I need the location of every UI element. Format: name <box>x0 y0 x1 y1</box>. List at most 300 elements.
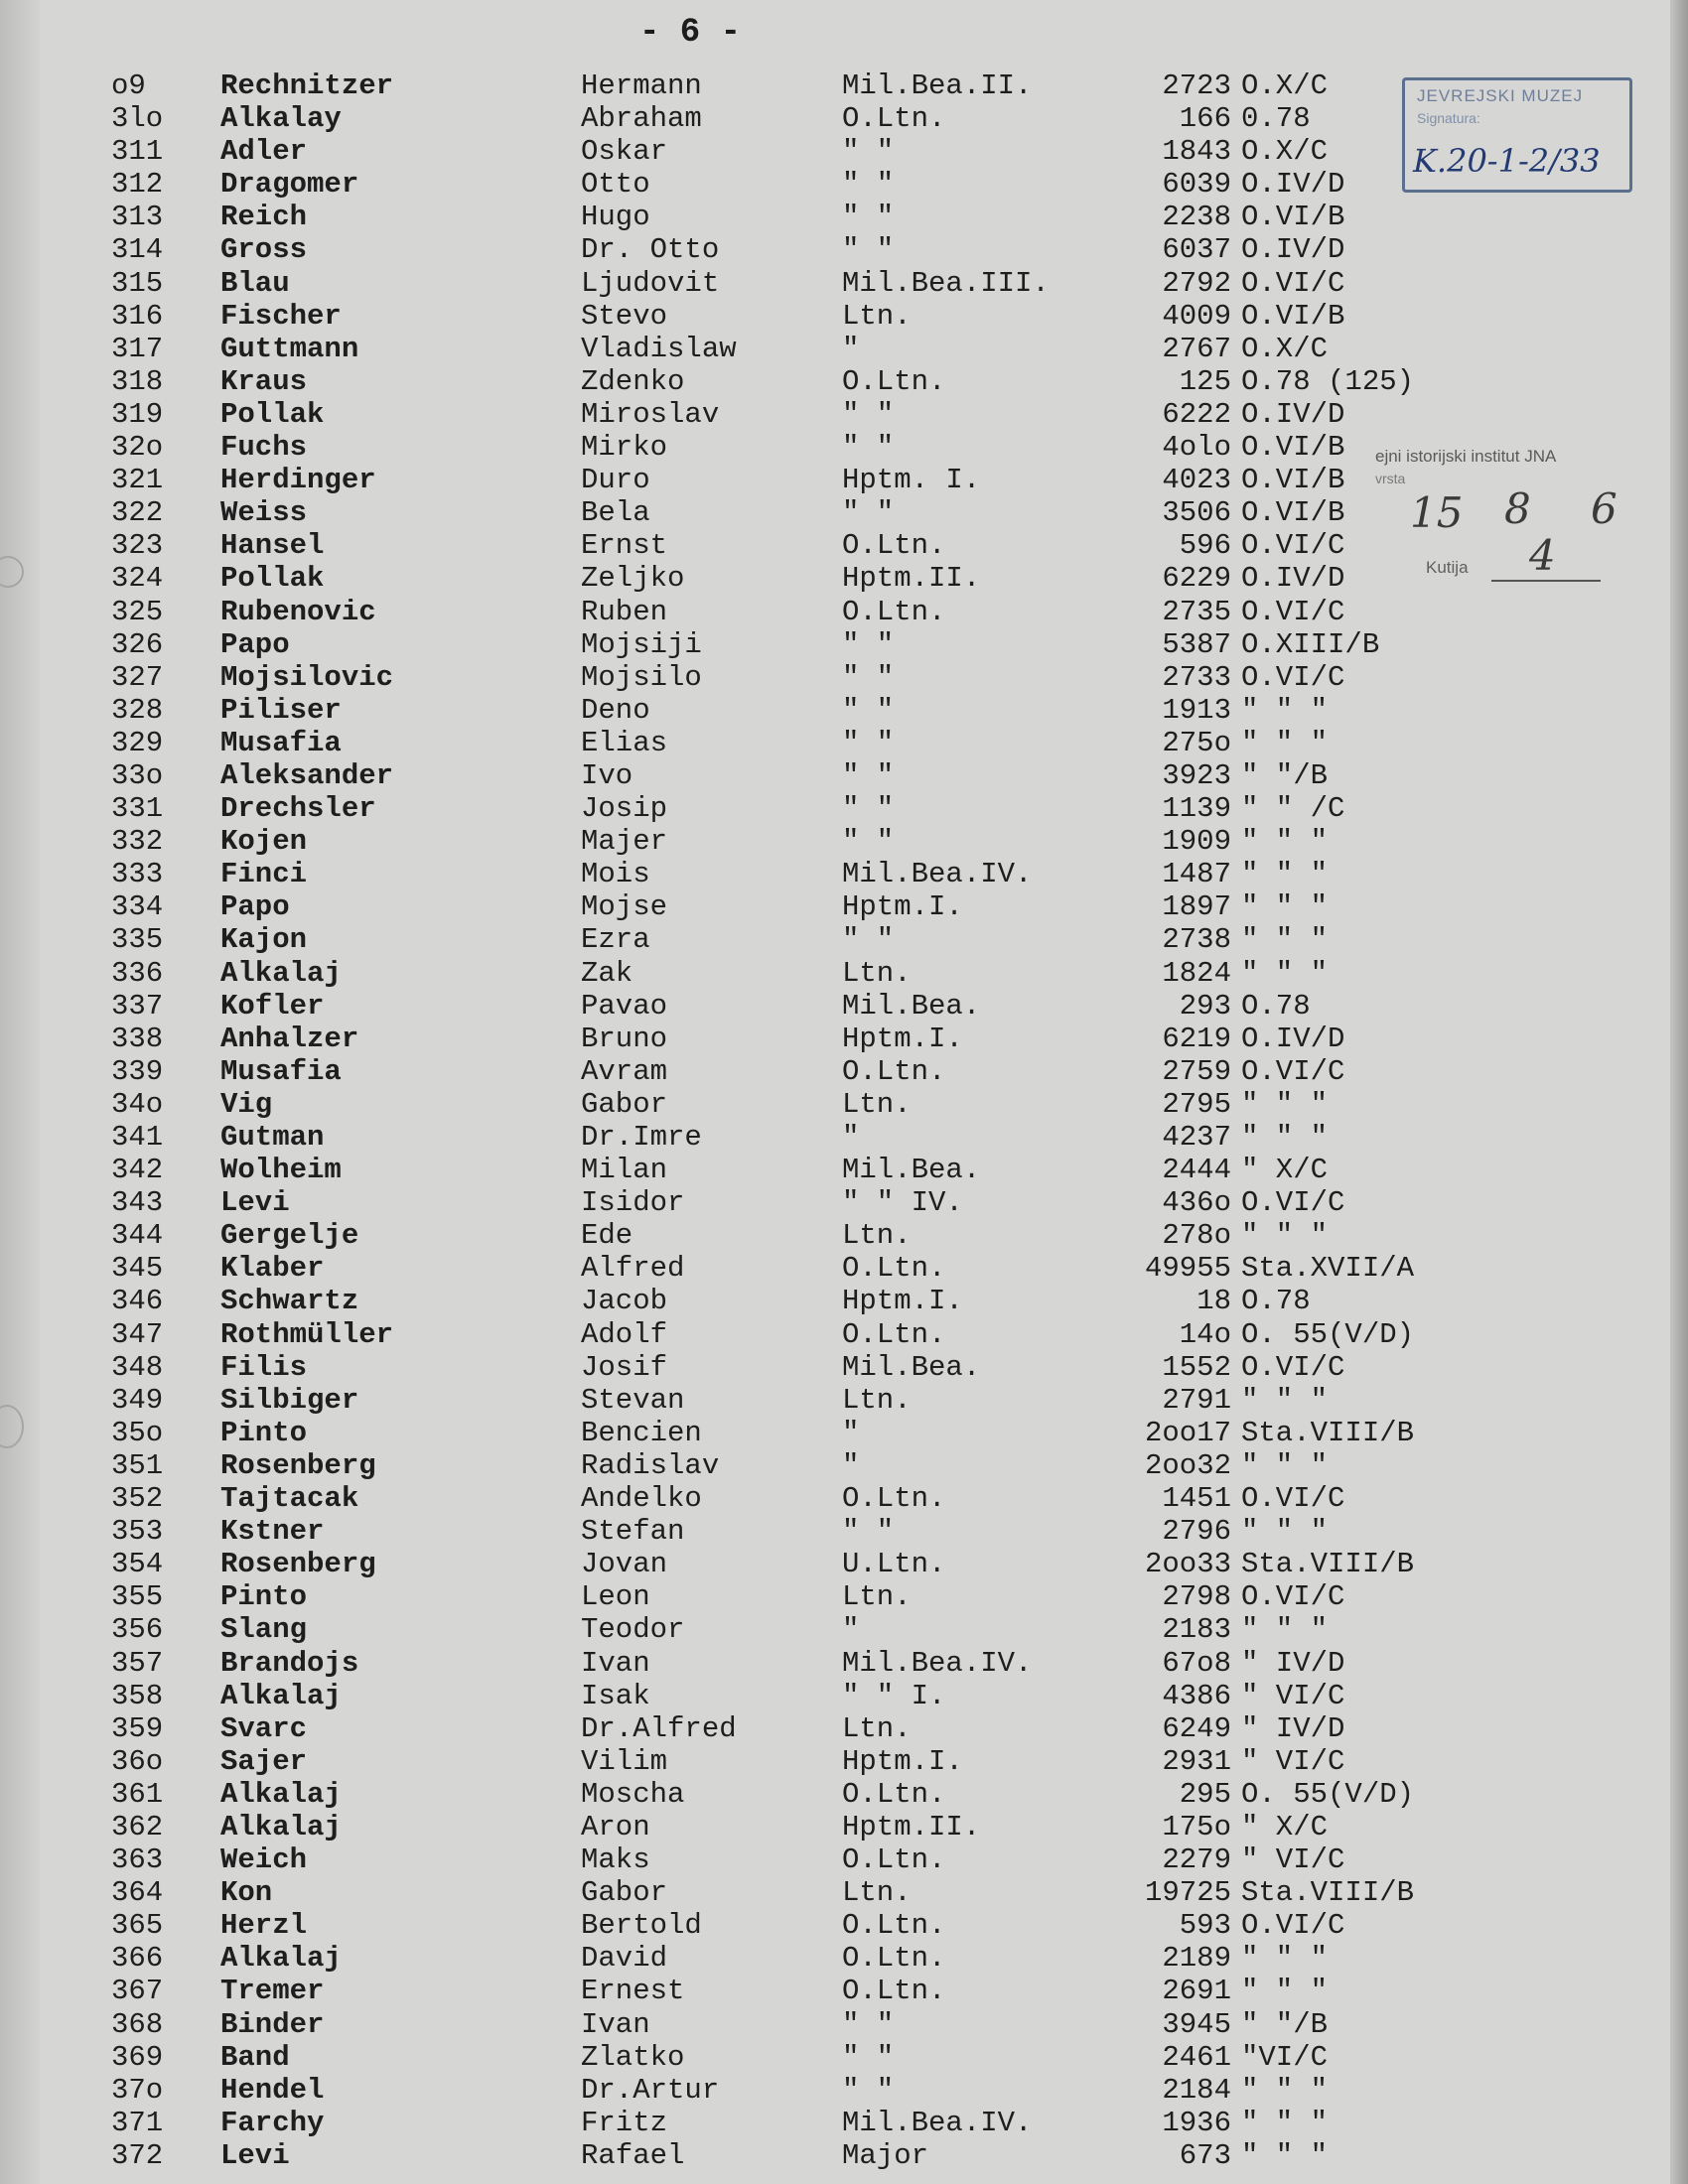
entry-number: 331 <box>111 792 164 826</box>
entry-number: 324 <box>111 562 164 596</box>
list-item <box>0 759 1688 792</box>
entry-unit: " " " <box>1241 1515 1329 1549</box>
entry-id-number: 2759 <box>1162 1054 1231 1088</box>
entry-surname: Mojsilovic <box>220 660 394 694</box>
entry-surname: Musafia <box>220 1054 342 1088</box>
list-item <box>0 1680 1688 1712</box>
list-item <box>0 1613 1688 1646</box>
list-item <box>0 727 1688 759</box>
entry-surname: Gross <box>220 233 308 267</box>
entry-rank: " " I. <box>842 1679 946 1712</box>
entry-first-name: Radislav <box>581 1448 720 1482</box>
entry-rank: " " <box>842 201 895 234</box>
entry-number: 33o <box>111 758 164 792</box>
list-item <box>0 1285 1688 1317</box>
entry-rank: Mil.Bea.IV. <box>842 1646 1033 1680</box>
entry-first-name: Dr.Artur <box>581 2073 720 2107</box>
entry-first-name: Bela <box>581 496 650 530</box>
entry-rank: Hptm.I. <box>842 1022 963 1055</box>
list-item <box>0 102 1688 135</box>
entry-number: 368 <box>111 2007 164 2041</box>
entry-number: 337 <box>111 989 164 1023</box>
entry-id-number: 166 <box>1179 102 1231 136</box>
entry-id-number: 2279 <box>1162 1843 1231 1877</box>
list-item <box>0 694 1688 727</box>
entry-rank: O.Ltn. <box>842 1482 946 1516</box>
list-item <box>0 1417 1688 1449</box>
entry-id-number: 2733 <box>1162 660 1231 694</box>
entry-rank: " " IV. <box>842 1186 963 1220</box>
entry-unit: O.IV/D <box>1241 562 1345 596</box>
list-item <box>0 1482 1688 1515</box>
entry-surname: Pinto <box>220 1580 308 1614</box>
entry-id-number: 1909 <box>1162 825 1231 859</box>
entry-rank: O.Ltn. <box>842 1777 946 1811</box>
handwritten-digit-c: 6 <box>1591 484 1618 533</box>
entry-id-number: 2795 <box>1162 1087 1231 1121</box>
entry-first-name: Mirko <box>581 431 668 465</box>
entry-first-name: Mois <box>581 858 650 891</box>
entry-rank: Mil.Bea.III. <box>842 266 1050 300</box>
entry-surname: Sajer <box>220 1744 308 1778</box>
entry-unit: " " " <box>1241 693 1329 727</box>
entry-first-name: Ivo <box>581 758 633 792</box>
entry-rank: Hptm.I. <box>842 1744 963 1778</box>
entry-rank: O.Ltn. <box>842 529 946 563</box>
entry-number: 372 <box>111 2138 164 2172</box>
list-item <box>0 333 1688 365</box>
institute-kutija-label: Kutija <box>1426 558 1469 577</box>
entry-id-number: 293 <box>1179 989 1231 1023</box>
entry-number: 329 <box>111 726 164 759</box>
entry-number: 349 <box>111 1383 164 1417</box>
entry-rank: Hptm.I. <box>842 1285 963 1318</box>
entry-rank: O.Ltn. <box>842 1054 946 1088</box>
entry-id-number: 6222 <box>1162 397 1231 431</box>
entry-unit: O. 55(V/D) <box>1241 1777 1415 1811</box>
entry-first-name: Elias <box>581 726 668 759</box>
entry-surname: Levi <box>220 2138 290 2172</box>
entry-surname: Weiss <box>220 496 308 530</box>
entry-first-name: Mojse <box>581 890 668 924</box>
entry-id-number: 2oo32 <box>1144 1448 1231 1482</box>
entry-unit: Sta.VIII/B <box>1241 1416 1415 1449</box>
list-item <box>0 858 1688 890</box>
entry-rank: Hptm. I. <box>842 464 981 497</box>
entry-id-number: 278o <box>1162 1219 1231 1253</box>
entry-surname: Brandojs <box>220 1646 359 1680</box>
list-item <box>0 1351 1688 1384</box>
entry-id-number: 1936 <box>1162 2106 1231 2139</box>
list-item <box>0 1811 1688 1843</box>
entry-unit: O. 55(V/D) <box>1241 1317 1415 1351</box>
entry-rank: Mil.Bea. <box>842 1154 981 1187</box>
list-item <box>0 923 1688 956</box>
list-item <box>0 496 1688 529</box>
list-item <box>0 1580 1688 1613</box>
entry-number: 333 <box>111 858 164 891</box>
entry-surname: Tajtacak <box>220 1482 359 1516</box>
entry-unit: O.VI/C <box>1241 266 1345 300</box>
entry-surname: Wolheim <box>220 1154 342 1187</box>
entry-number: o9 <box>111 69 146 102</box>
list-item <box>0 2107 1688 2139</box>
entry-rank: O.Ltn. <box>842 1252 946 1286</box>
entry-surname: Rosenberg <box>220 1448 376 1482</box>
entry-unit: O.VI/C <box>1241 1054 1345 1088</box>
entry-unit: " " " <box>1241 1383 1329 1417</box>
entry-unit: O.VI/B <box>1241 201 1345 234</box>
entry-rank: O.Ltn. <box>842 1317 946 1351</box>
entry-first-name: Teodor <box>581 1613 685 1647</box>
entry-rank: U.Ltn. <box>842 1548 946 1581</box>
list-item <box>0 1154 1688 1186</box>
entry-first-name: Andelko <box>581 1482 702 1516</box>
entry-first-name: Leon <box>581 1580 650 1614</box>
entry-unit: 0.78 <box>1241 102 1311 136</box>
entry-id-number: 2691 <box>1162 1975 1231 2008</box>
entry-unit: Sta.VIII/B <box>1241 1876 1415 1910</box>
entry-rank: O.Ltn. <box>842 102 946 136</box>
entry-unit: Sta.VIII/B <box>1241 1548 1415 1581</box>
entry-surname: Pinto <box>220 1416 308 1449</box>
entry-rank: " " <box>842 627 895 661</box>
institute-stamp-text: ejni istorijski institut JNA <box>1375 447 1557 466</box>
entry-unit: O.VI/B <box>1241 299 1345 333</box>
entry-id-number: 67o8 <box>1162 1646 1231 1680</box>
entry-id-number: 275o <box>1162 726 1231 759</box>
entry-number: 371 <box>111 2106 164 2139</box>
list-item <box>0 596 1688 628</box>
entry-surname: Tremer <box>220 1975 325 2008</box>
entry-id-number: 6037 <box>1162 233 1231 267</box>
entry-unit: O.VI/B <box>1241 496 1345 530</box>
entry-number: 312 <box>111 168 164 202</box>
entry-first-name: Deno <box>581 693 650 727</box>
entry-unit: " VI/C <box>1241 1744 1345 1778</box>
institute-stamp-vrsta: vrsta <box>1375 471 1406 486</box>
entry-unit: " " " <box>1241 1975 1329 2008</box>
entry-rank: Hptm.I. <box>842 890 963 924</box>
entry-unit: " " " <box>1241 1613 1329 1647</box>
entry-number: 359 <box>111 1711 164 1745</box>
entry-id-number: 4386 <box>1162 1679 1231 1712</box>
entry-surname: Herzl <box>220 1909 308 1943</box>
entry-surname: Anhalzer <box>220 1022 359 1055</box>
entry-first-name: Otto <box>581 168 650 202</box>
entry-unit: O.78 (125) <box>1241 364 1415 398</box>
list-item <box>0 2074 1688 2107</box>
entry-surname: Schwartz <box>220 1285 359 1318</box>
entry-first-name: Mojsiji <box>581 627 702 661</box>
entry-unit: " X/C <box>1241 1154 1329 1187</box>
entry-id-number: 2oo17 <box>1144 1416 1231 1449</box>
entry-first-name: David <box>581 1942 668 1976</box>
entry-number: 332 <box>111 825 164 859</box>
entry-rank: Mil.Bea. <box>842 1350 981 1384</box>
entry-id-number: 2723 <box>1162 69 1231 102</box>
entry-unit: "VI/C <box>1241 2040 1329 2074</box>
list-item <box>0 267 1688 300</box>
entry-first-name: Duro <box>581 464 650 497</box>
entry-surname: Alkalaj <box>220 1810 342 1843</box>
list-item <box>0 1712 1688 1745</box>
list-item <box>0 2008 1688 2041</box>
list-item <box>0 562 1688 595</box>
entry-id-number: 3506 <box>1162 496 1231 530</box>
entry-id-number: 1451 <box>1162 1482 1231 1516</box>
list-item <box>0 628 1688 661</box>
entry-number: 35o <box>111 1416 164 1449</box>
entry-number: 34o <box>111 1087 164 1121</box>
list-item <box>0 1975 1688 2007</box>
entry-unit: O.VI/C <box>1241 660 1345 694</box>
entry-surname: Farchy <box>220 2106 325 2139</box>
entry-unit: " IV/D <box>1241 1646 1345 1680</box>
entry-number: 347 <box>111 1317 164 1351</box>
entry-number: 364 <box>111 1876 164 1910</box>
entry-number: 344 <box>111 1219 164 1253</box>
entry-unit: O.VI/C <box>1241 1482 1345 1516</box>
entry-number: 318 <box>111 364 164 398</box>
entry-number: 334 <box>111 890 164 924</box>
entry-number: 357 <box>111 1646 164 1680</box>
entry-rank: " <box>842 1448 860 1482</box>
entry-unit: O.X/C <box>1241 135 1329 169</box>
entry-unit: O.IV/D <box>1241 1022 1345 1055</box>
entry-surname: Filis <box>220 1350 308 1384</box>
entry-unit: O.IV/D <box>1241 233 1345 267</box>
entry-unit: O.VI/C <box>1241 1909 1345 1943</box>
entry-id-number: 2189 <box>1162 1942 1231 1976</box>
entry-rank: " " <box>842 825 895 859</box>
entry-id-number: 19725 <box>1144 1876 1231 1910</box>
stamp-signature-code: K.20-1-2/33 <box>1413 142 1601 180</box>
entry-rank: " " <box>842 1515 895 1549</box>
entry-id-number: 49955 <box>1144 1252 1231 1286</box>
entry-first-name: Oskar <box>581 135 668 169</box>
list-item <box>0 661 1688 694</box>
entry-rank: Ltn. <box>842 1087 912 1121</box>
entry-first-name: Adolf <box>581 1317 668 1351</box>
entry-surname: Kofler <box>220 989 325 1023</box>
entry-id-number: 4olo <box>1162 431 1231 465</box>
entry-number: 353 <box>111 1515 164 1549</box>
entry-id-number: 2oo33 <box>1144 1548 1231 1581</box>
entry-surname: Alkalaj <box>220 1942 342 1976</box>
entry-first-name: Josif <box>581 1350 668 1384</box>
entry-first-name: Ivan <box>581 1646 650 1680</box>
entry-id-number: 3923 <box>1162 758 1231 792</box>
entry-unit: " " " <box>1241 2073 1329 2107</box>
entry-number: 354 <box>111 1548 164 1581</box>
entry-number: 358 <box>111 1679 164 1712</box>
entry-surname: Kstner <box>220 1515 325 1549</box>
entry-first-name: Dr.Alfred <box>581 1711 737 1745</box>
entry-surname: Pollak <box>220 562 325 596</box>
entry-id-number: 5387 <box>1162 627 1231 661</box>
entry-number: 339 <box>111 1054 164 1088</box>
entry-rank: Ltn. <box>842 299 912 333</box>
personnel-list <box>0 69 1688 2172</box>
entry-unit: " " /C <box>1241 792 1345 826</box>
entry-surname: Alkalaj <box>220 1679 342 1712</box>
entry-number: 32o <box>111 431 164 465</box>
entry-rank: Ltn. <box>842 1876 912 1910</box>
entry-number: 351 <box>111 1448 164 1482</box>
entry-number: 336 <box>111 956 164 990</box>
entry-surname: Papo <box>220 627 290 661</box>
entry-surname: Band <box>220 2040 290 2074</box>
entry-rank: Ltn. <box>842 1219 912 1253</box>
entry-rank: " " <box>842 2040 895 2074</box>
entry-unit: O.VI/B <box>1241 431 1345 465</box>
entry-surname: Guttmann <box>220 332 359 365</box>
entry-first-name: Moscha <box>581 1777 685 1811</box>
entry-number: 315 <box>111 266 164 300</box>
entry-surname: Levi <box>220 1186 290 1220</box>
list-item <box>0 168 1688 201</box>
handwritten-digit-a: 15 <box>1410 488 1464 537</box>
entry-first-name: Stevan <box>581 1383 685 1417</box>
entry-rank: " <box>842 1121 860 1154</box>
entry-first-name: Bertold <box>581 1909 702 1943</box>
entry-number: 361 <box>111 1777 164 1811</box>
entry-surname: Vig <box>220 1087 273 1121</box>
entry-id-number: 673 <box>1179 2138 1231 2172</box>
list-item <box>0 2139 1688 2172</box>
entry-first-name: Ruben <box>581 595 668 628</box>
entry-rank: Hptm.II. <box>842 562 981 596</box>
entry-first-name: Isidor <box>581 1186 685 1220</box>
entry-number: 311 <box>111 135 164 169</box>
entry-number: 348 <box>111 1350 164 1384</box>
entry-surname: Alkalaj <box>220 1777 342 1811</box>
entry-first-name: Vilim <box>581 1744 668 1778</box>
entry-unit: O.IV/D <box>1241 168 1345 202</box>
list-item <box>0 1449 1688 1482</box>
list-item <box>0 1384 1688 1417</box>
entry-id-number: 2735 <box>1162 595 1231 628</box>
entry-number: 345 <box>111 1252 164 1286</box>
list-item <box>0 1023 1688 1055</box>
entry-rank: " " <box>842 397 895 431</box>
entry-id-number: 2931 <box>1162 1744 1231 1778</box>
entry-id-number: 2444 <box>1162 1154 1231 1187</box>
entry-number: 341 <box>111 1121 164 1154</box>
entry-first-name: Jovan <box>581 1548 668 1581</box>
entry-id-number: 125 <box>1179 364 1231 398</box>
entry-first-name: Josip <box>581 792 668 826</box>
entry-rank: " " <box>842 726 895 759</box>
entry-number: 316 <box>111 299 164 333</box>
entry-number: 362 <box>111 1810 164 1843</box>
entry-unit: O.VI/C <box>1241 1580 1345 1614</box>
entry-number: 313 <box>111 201 164 234</box>
handwritten-digit-b: 8 <box>1504 484 1531 533</box>
entry-first-name: Rafael <box>581 2138 685 2172</box>
entry-unit: " "/B <box>1241 758 1329 792</box>
entry-id-number: 1897 <box>1162 890 1231 924</box>
entry-unit: " " " <box>1241 825 1329 859</box>
entry-unit: O.X/C <box>1241 69 1329 102</box>
entry-first-name: Ernst <box>581 529 668 563</box>
entry-number: 326 <box>111 627 164 661</box>
list-item <box>0 1055 1688 1088</box>
list-item <box>0 1909 1688 1942</box>
entry-id-number: 1552 <box>1162 1350 1231 1384</box>
list-item <box>0 792 1688 825</box>
entry-first-name: Miroslav <box>581 397 720 431</box>
entry-rank: O.Ltn. <box>842 1909 946 1943</box>
entry-surname: Kraus <box>220 364 308 398</box>
entry-number: 343 <box>111 1186 164 1220</box>
entry-rank: " " <box>842 660 895 694</box>
entry-rank: Major <box>842 2138 929 2172</box>
entry-first-name: Hermann <box>581 69 702 102</box>
entry-surname: Alkalaj <box>220 956 342 990</box>
list-item <box>0 825 1688 858</box>
entry-surname: Kojen <box>220 825 308 859</box>
entry-id-number: 593 <box>1179 1909 1231 1943</box>
entry-id-number: 1487 <box>1162 858 1231 891</box>
entry-rank: " " <box>842 923 895 957</box>
entry-id-number: 2461 <box>1162 2040 1231 2074</box>
entry-first-name: Mojsilo <box>581 660 702 694</box>
list-item <box>0 1942 1688 1975</box>
list-item <box>0 69 1688 102</box>
entry-first-name: Maks <box>581 1843 650 1877</box>
entry-surname: Klaber <box>220 1252 325 1286</box>
entry-unit: O.VI/C <box>1241 595 1345 628</box>
entry-surname: Kajon <box>220 923 308 957</box>
entry-id-number: 2767 <box>1162 332 1231 365</box>
entry-id-number: 2183 <box>1162 1613 1231 1647</box>
entry-first-name: Hugo <box>581 201 650 234</box>
entry-number: 319 <box>111 397 164 431</box>
entry-first-name: Fritz <box>581 2106 668 2139</box>
entry-id-number: 2791 <box>1162 1383 1231 1417</box>
entry-surname: Rosenberg <box>220 1548 376 1581</box>
list-item <box>0 1219 1688 1252</box>
entry-first-name: Alfred <box>581 1252 685 1286</box>
entry-id-number: 4023 <box>1162 464 1231 497</box>
entry-unit: " X/C <box>1241 1810 1329 1843</box>
entry-first-name: Majer <box>581 825 668 859</box>
entry-rank: Ltn. <box>842 1383 912 1417</box>
entry-unit: " " " <box>1241 2106 1329 2139</box>
entry-first-name: Zak <box>581 956 633 990</box>
entry-number: 37o <box>111 2073 164 2107</box>
entry-surname: Papo <box>220 890 290 924</box>
entry-number: 369 <box>111 2040 164 2074</box>
entry-first-name: Milan <box>581 1154 668 1187</box>
entry-number: 366 <box>111 1942 164 1976</box>
entry-number: 314 <box>111 233 164 267</box>
entry-first-name: Zeljko <box>581 562 685 596</box>
entry-unit: O.XIII/B <box>1241 627 1380 661</box>
entry-surname: Adler <box>220 135 308 169</box>
entry-first-name: Aron <box>581 1810 650 1843</box>
entry-first-name: Ezra <box>581 923 650 957</box>
list-item <box>0 890 1688 923</box>
list-item <box>0 1088 1688 1121</box>
entry-unit: " " " <box>1241 1087 1329 1121</box>
entry-rank: " " <box>842 693 895 727</box>
entry-surname: Musafia <box>220 726 342 759</box>
entry-unit: Sta.XVII/A <box>1241 1252 1415 1286</box>
entry-rank: " <box>842 332 860 365</box>
